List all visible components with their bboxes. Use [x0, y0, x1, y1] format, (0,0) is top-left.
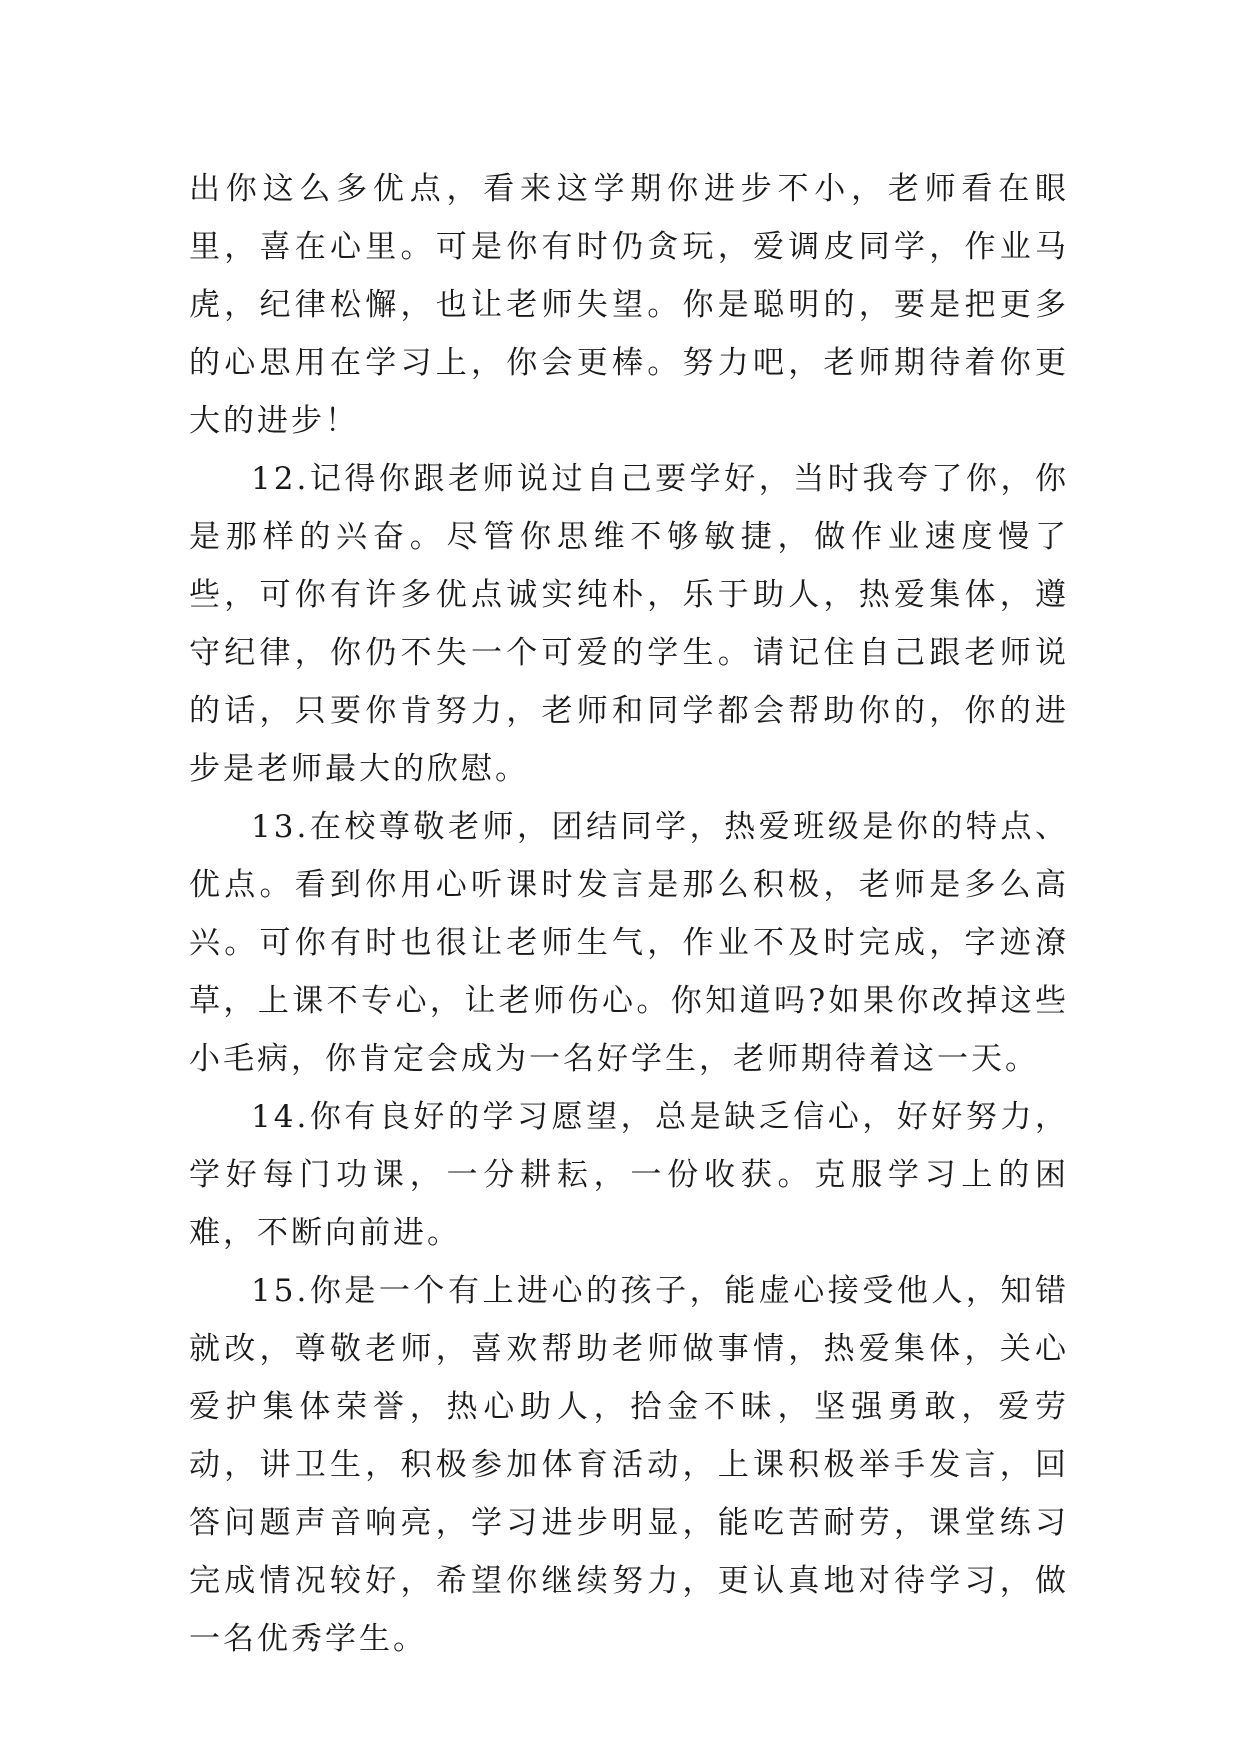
paragraph-item-13: 13.在校尊敬老师，团结同学，热爱班级是你的特点、优点。看到你用心听课时发言是那么积极，老师是多么高兴。可你有时也很让老师生气，作业不及时完成，字迹潦草，上课不专心，让老师伤心。你知道吗?如果你改掉这些小毛病，你肯定会成为一名好学生，老师期待着这一天。 — [189, 809, 1069, 1077]
paragraph-item-15: 15.你是一个有上进心的孩子，能虚心接受他人，知错就改，尊敬老师，喜欢帮助老师做事情，热爱集体，关心爱护集体荣誉，热心助人，拾金不昧，坚强勇敢，爱劳动，讲卫生，积极参加体育活动，上课积极举手发言，回答问题声音响亮，学习进步明显，能吃苦耐劳，课堂练习完成情况较好，希望你继续努力，更认真地对待学习，做一名优秀学生。 — [189, 1273, 1069, 1657]
paragraph-item-12: 12.记得你跟老师说过自己要学好，当时我夸了你，你是那样的兴奋。尽管你思维不够敏捷，做作业速度慢了些，可你有许多优点诚实纯朴，乐于助人，热爱集体，遵守纪律，你仍不失一个可爱的学生。请记住自己跟老师说的话，只要你肯努力，老师和同学都会帮助你的，你的进步是老师最大的欣慰。 — [189, 461, 1069, 787]
paragraph-item-14: 14.你有良好的学习愿望，总是缺乏信心，好好努力，学好每门功课，一分耕耘，一份收获。克服学习上的困难，不断向前进。 — [189, 1099, 1069, 1251]
document-body — [189, 160, 1069, 1668]
paragraph-continued-11: 出你这么多优点，看来这学期你进步不小，老师看在眼里，喜在心里。可是你有时仍贪玩，爱调皮同学，作业马虎，纪律松懈，也让老师失望。你是聪明的，要是把更多的心思用在学习上，你会更棒。努力吧，老师期待着你更大的进步！ — [189, 171, 1069, 439]
